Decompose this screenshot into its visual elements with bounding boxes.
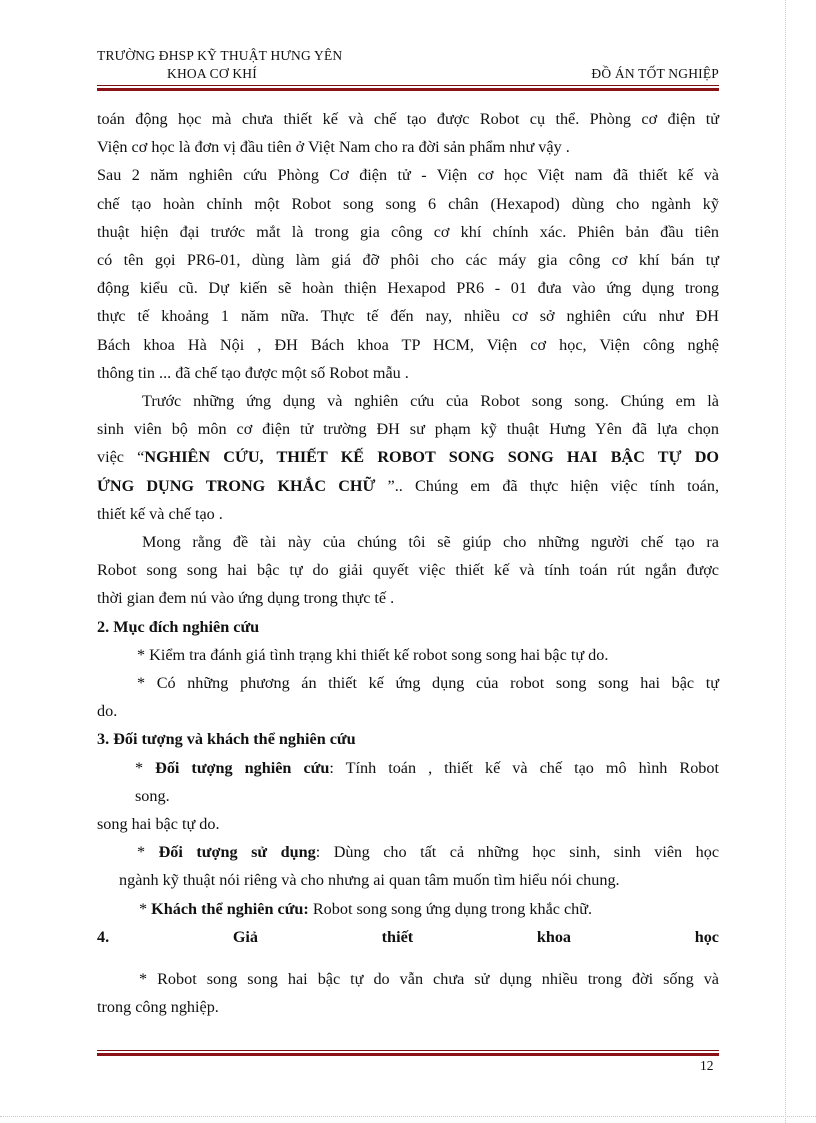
- text-line: [97, 754, 719, 782]
- page-edge-bottom: [0, 1116, 816, 1117]
- bullet-marker: *: [139, 899, 152, 918]
- bullet-line: do.: [97, 702, 118, 721]
- text-fragment: : Dùng cho tất cả những học sinh, sinh viên học: [315, 843, 720, 862]
- text-line: Trước những ứng dụng và nghiên cứu của Robot song song. Chúng em là: [142, 392, 719, 411]
- text-line: [97, 443, 719, 471]
- text-fragment: ”.. Chúng em đã thực hiện việc tính toán,: [375, 476, 719, 495]
- page-number: 12: [700, 1058, 714, 1073]
- text-fragment: việc “: [97, 448, 145, 467]
- header-rule-thin: [97, 85, 719, 86]
- text-line: trong công nghiệp.: [97, 998, 219, 1017]
- label-research-object: Đối tượng nghiên cứu: [155, 758, 330, 777]
- text-line: thời gian đem nú vào ứng dụng trong thực tế .: [97, 589, 395, 608]
- text-line: song hai bậc tự do.: [97, 815, 220, 834]
- footer-rule-thick: [97, 1053, 719, 1056]
- bullet-line: * Kiểm tra đánh giá tình trạng khi thiết kế robot song song hai bậc tự do.: [137, 645, 609, 664]
- text-line: ngành kỹ thuật nói riêng và cho nhưng ai quan tâm muốn tìm hiểu nói chung.: [119, 871, 620, 890]
- text-line: Sau 2 năm nghiên cứu Phòng Cơ điện tử - Viện cơ học Việt nam đã thiết kế và: [97, 166, 719, 185]
- text-fragment: Robot song song ứng dụng trong khắc chữ.: [308, 899, 593, 918]
- paragraph-hexapod: [97, 161, 719, 387]
- bullet-marker: *: [135, 758, 156, 777]
- hypothesis-content: [97, 965, 719, 1021]
- page-edge-right: [785, 0, 786, 1123]
- heading-word: học: [694, 927, 719, 946]
- text-line: Robot song song hai bậc tự do giải quyết việc thiết kế và tính toán rút ngắn được: [97, 561, 719, 580]
- text-line: Bách khoa Hà Nội , ĐH Bách khoa TP HCM, Viện cơ học, Viện công nghệ: [97, 335, 719, 354]
- text-line: [97, 838, 719, 866]
- section-heading-hypothesis: [97, 923, 719, 951]
- paragraph-project-choice: [97, 387, 719, 528]
- text-line: sinh viên bộ môn cơ điện tử trường ĐH sư phạm kỹ thuật Hưng Yên đã lựa chọn: [97, 420, 719, 439]
- section-heading-objects: 3. Đối tượng và khách thể nghiên cứu: [97, 730, 356, 749]
- text-line: thuật hiện đại trước mắt là trong gia công cơ khí chính xác. Phiên bản đầu tiên: [97, 222, 719, 241]
- header-school: TRƯỜNG ĐHSP KỸ THUẬT HƯNG YÊN: [97, 48, 343, 63]
- project-title-part-2: ỨNG DỤNG TRONG KHẮC CHỮ: [97, 476, 376, 495]
- header-project-title: ĐỒ ÁN TỐT NGHIỆP: [591, 66, 719, 81]
- section-heading-purpose: 2. Mục đích nghiên cứu: [97, 617, 260, 636]
- paragraph-intro-continued: [97, 105, 719, 161]
- text-line: thông tin ... đã chế tạo được một số Robot mẫu .: [97, 363, 409, 382]
- text-line: * Robot song song hai bậc tự do vẫn chưa sử dụng nhiều trong đời sống và: [139, 970, 719, 989]
- bullet-marker: *: [137, 843, 159, 862]
- objects-content: [97, 754, 719, 923]
- page-body: [97, 105, 719, 1022]
- header-faculty: KHOA CƠ KHÍ: [167, 66, 257, 81]
- text-line: Viện cơ học là đơn vị đầu tiên ở Việt Nam cho ra đời sản phẩm như vậy .: [97, 138, 570, 157]
- label-users: Đối tượng sử dụng: [158, 843, 316, 862]
- text-line: thực tế khoảng 1 năm nữa. Thực tế đến nay, nhiều cơ sở nghiên cứu như ĐH: [97, 307, 719, 326]
- heading-number: 4.: [97, 927, 110, 946]
- text-line: thiết kế và chế tạo .: [97, 504, 223, 523]
- label-research-subject: Khách thể nghiên cứu:: [151, 899, 309, 918]
- heading-word: khoa: [536, 927, 572, 946]
- footer-rule-thin: [97, 1050, 719, 1051]
- text-line: [97, 895, 719, 923]
- text-line: song.: [135, 786, 170, 805]
- text-line: có tên gọi PR6-01, dùng làm giá đỡ phôi cho các máy gia công cơ khí bán tự: [97, 251, 719, 270]
- text-line: động kiểu cũ. Dự kiến sẽ hoàn thiện Hexapod PR6 - 01 đưa vào ứng dụng trong: [97, 279, 719, 298]
- header-rule-thick: [97, 88, 719, 91]
- text-fragment: : Tính toán , thiết kế và chế tạo mô hình Robot: [329, 758, 719, 777]
- text-line: Mong rằng đề tài này của chúng tôi sẽ giúp cho những người chế tạo ra: [142, 533, 719, 552]
- text-line: [97, 472, 719, 500]
- page-header: [97, 46, 719, 86]
- purpose-bullets: [97, 641, 719, 726]
- heading-word: Giả: [232, 927, 258, 946]
- text-line: toán động học mà chưa thiết kế và chế tạo được Robot cụ thể. Phòng cơ điện tử: [97, 110, 719, 128]
- bullet-line: * Có những phương án thiết kế ứng dụng của robot song song hai bậc tự: [137, 674, 719, 693]
- project-title-part-1: NGHIÊN CỨU, THIẾT KẾ ROBOT SONG SONG HAI BẬC TỰ DO: [144, 448, 719, 467]
- text-line: chế tạo hoàn chỉnh một Robot song song 6 chân (Hexapod) dùng cho ngành kỹ: [97, 194, 719, 213]
- paragraph-hope: [97, 528, 719, 613]
- heading-word: thiết: [381, 927, 414, 946]
